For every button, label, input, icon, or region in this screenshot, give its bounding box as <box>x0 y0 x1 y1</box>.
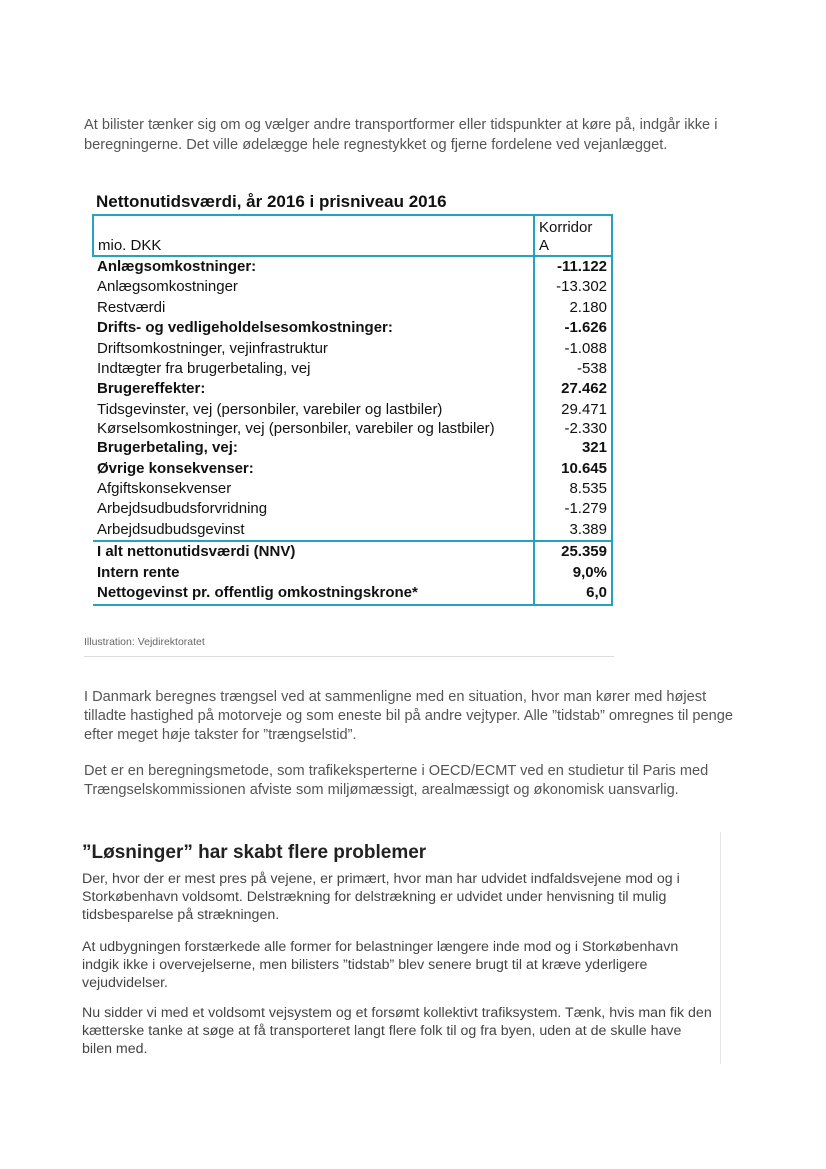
section-paragraph-3: Nu sidder vi med et voldsomt vejsystem og et forsømt kollektivt trafiksystem. Tænk, hvis man fik den kætterske tanke at søge at få transporteret langt flere folk til og fra byen, uden at de skulle have bilen med. <box>82 1005 712 1057</box>
table-row <box>93 499 612 519</box>
table-row <box>93 277 612 297</box>
row-label: Kørselsomkostninger, vej (personbiler, varebiler og lastbiler) <box>97 420 495 438</box>
table-row <box>93 459 612 479</box>
table-row <box>93 318 612 338</box>
intro-paragraph: At bilister tænker sig om og vælger andre transportformer eller tidspunkter at køre på, indgår ikke i beregningerne. Det ville ødelægge hele regnestykket og fjerne fordelene ved vejanlægget. <box>84 117 718 153</box>
body-paragraph-1: I Danmark beregnes trængsel ved at sammenligne med en situation, hvor man kører med højest tilladte hastighed på motorveje og som eneste bil på andre vejtyper. Alle ”tidstab” omregnes til penge efter meget høje takster for ”trængselstid”. <box>84 689 733 743</box>
row-label: Driftsomkostninger, vejinfrastruktur <box>97 339 328 357</box>
table-row <box>93 479 612 499</box>
table-row <box>93 339 612 359</box>
row-label: Anlægsomkostninger <box>97 278 238 296</box>
row-value: 3.389 <box>534 520 612 541</box>
row-label: Anlægsomkostninger: <box>97 258 257 275</box>
row-label: Tidsgevinster, vej (personbiler, varebiler og lastbiler) <box>97 400 443 418</box>
row-value: 27.462 <box>534 379 612 399</box>
row-value: -1.626 <box>534 318 612 338</box>
row-value: -538 <box>534 359 612 379</box>
row-value: -1.279 <box>534 499 612 519</box>
row-value: 9,0% <box>534 563 612 583</box>
row-label: Indtægter fra brugerbetaling, vej <box>97 360 311 378</box>
section-heading: ”Løsninger” har skabt flere problemer <box>82 842 427 863</box>
table-title: Nettonutidsværdi, år 2016 i prisniveau 2016 <box>96 192 447 211</box>
row-label: Intern rente <box>97 563 180 581</box>
table-row <box>93 520 612 541</box>
table-row <box>93 583 612 604</box>
table-row <box>93 298 612 318</box>
row-label: Øvrige konsekvenser: <box>97 459 254 477</box>
row-value: -1.088 <box>534 339 612 359</box>
row-label: Arbejdsudbudsforvridning <box>97 500 268 518</box>
table-header-row <box>93 215 612 256</box>
section-paragraph-2: At udbygningen forstærkede alle former for belastninger længere inde mod og i Storkøbenhavn indgik ikke i overvejelserne, men bilisters ”tidstab” blev senere brugt til at kræve yderligere vejudvidelser. <box>82 939 679 991</box>
divider <box>84 656 614 657</box>
row-value: -13.302 <box>534 277 612 297</box>
row-value: 8.535 <box>534 479 612 499</box>
body-paragraph-2: Det er en beregningsmetode, som trafikeksperterne i OECD/ECMT ved en studietur til Paris med Trængselskommissionen afviste som miljømæssigt, arealmæssigt og økonomisk uansvarlig. <box>84 763 709 798</box>
table-row <box>93 379 612 399</box>
table-row <box>93 400 612 420</box>
table-row <box>93 359 612 379</box>
row-label: Brugereffekter: <box>97 380 206 398</box>
row-label: Arbejdsudbudsgevinst <box>97 520 245 538</box>
row-label: Nettogevinst pr. offentlig omkostningskrone* <box>93 583 534 604</box>
image-credit: Illustration: Vejdirektoratet <box>84 636 205 648</box>
table-row <box>93 541 612 562</box>
row-value: -11.122 <box>534 256 612 277</box>
row-value: -2.330 <box>534 420 612 438</box>
row-value: 2.180 <box>534 298 612 318</box>
table-row <box>93 256 612 277</box>
header-value <box>534 215 612 256</box>
row-label: Afgiftskonsekvenser <box>97 480 232 498</box>
row-label: I alt nettonutidsværdi (NNV) <box>93 541 534 562</box>
nnv-table <box>92 214 613 606</box>
header-value-line1: Korridor <box>539 219 593 236</box>
table-row <box>93 438 612 458</box>
row-value: 321 <box>534 438 612 458</box>
row-value: 29.471 <box>534 400 612 420</box>
section-paragraph-1: Der, hvor der er mest pres på vejene, er primært, hvor man har udvidet indfaldsvejene mod og i Storkøbenhavn voldsomt. Delstrækning for delstrækning er udvidet under henvisning til mulig tidsbesparelse på strækningen. <box>82 871 680 923</box>
header-label: mio. DKK <box>93 215 534 256</box>
row-label: Brugerbetaling, vej: <box>97 439 238 457</box>
table-row <box>93 420 612 438</box>
row-value: 10.645 <box>534 459 612 479</box>
row-value: 6,0 <box>534 583 612 604</box>
row-label: Drifts- og vedligeholdelsesomkostninger: <box>97 319 393 337</box>
row-value: 25.359 <box>534 541 612 562</box>
row-label: Restværdi <box>97 298 166 316</box>
header-value-line2: A <box>539 237 550 254</box>
table-row <box>93 563 612 583</box>
